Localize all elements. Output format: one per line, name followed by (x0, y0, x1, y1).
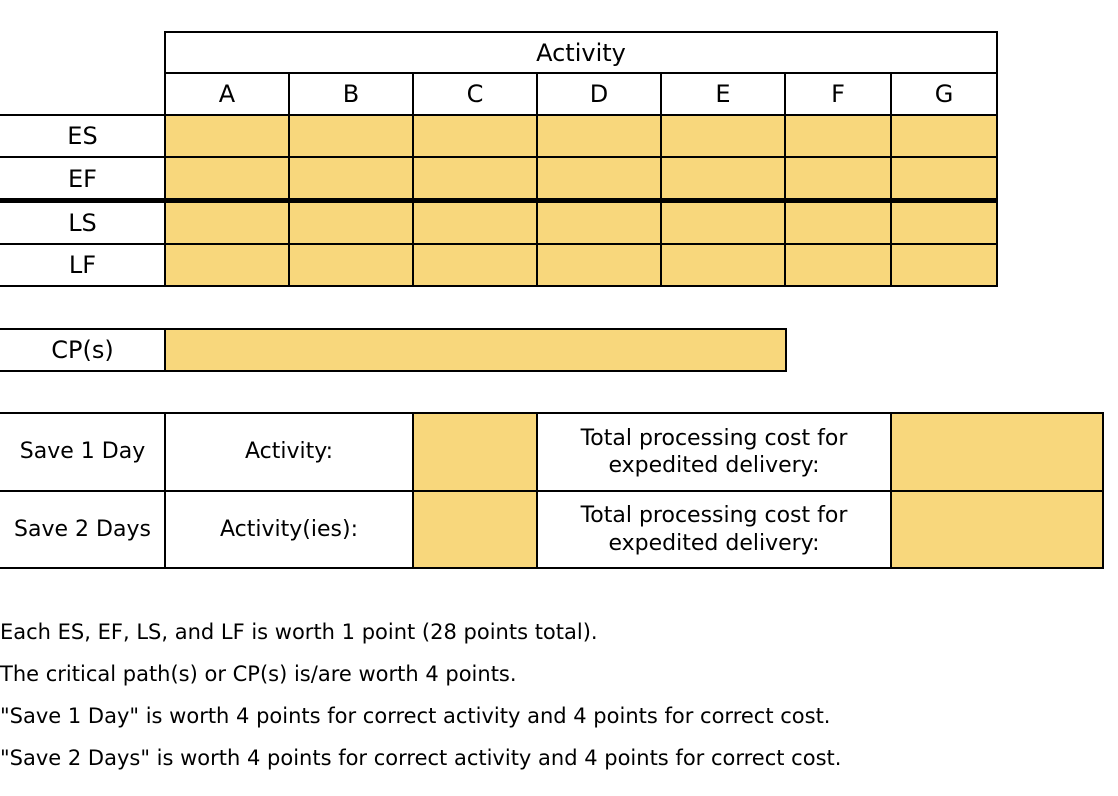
activity-header: Activity (536, 38, 626, 67)
grid-line (996, 31, 998, 287)
column-header-b: B (342, 79, 360, 108)
save-1-day-activity-input[interactable] (413, 413, 537, 491)
save-2-days-label: Save 2 Days (14, 516, 151, 542)
column-header-e: E (715, 79, 731, 108)
grid-line (890, 72, 892, 287)
save-2-days-activity-input[interactable] (413, 491, 537, 568)
row-label-ls: LS (68, 209, 97, 237)
save-2-days-activity-label: Activity(ies): (220, 516, 358, 542)
note-line: "Save 1 Day" is worth 4 points for correct activity and 4 points for correct cost. (0, 704, 831, 728)
grid-line (412, 412, 414, 569)
grid-line (164, 412, 166, 569)
column-header-g: G (934, 79, 954, 108)
grid-line (785, 328, 787, 372)
grid-line (412, 72, 414, 287)
note-line: Each ES, EF, LS, and LF is worth 1 point (28 points total). (0, 620, 598, 644)
save-1-day-activity-label: Activity: (244, 439, 334, 465)
grid-line (288, 72, 290, 287)
note-line: The critical path(s) or CP(s) is/are worth 4 points. (0, 662, 517, 686)
column-header-c: C (466, 79, 484, 108)
row-label-es: ES (67, 121, 98, 150)
grid-line (0, 370, 787, 372)
save-2-days-cost-input[interactable] (891, 491, 1104, 568)
grid-line (0, 156, 998, 158)
column-header-f: F (831, 79, 845, 108)
save-1-day-cost-input[interactable] (891, 413, 1104, 491)
critical-path-input[interactable] (165, 329, 786, 371)
grid-line (164, 31, 166, 287)
column-header-a: A (218, 79, 236, 108)
grid-line (536, 412, 538, 569)
column-header-d: D (589, 79, 609, 108)
save-1-day-label: Save 1 Day (19, 439, 146, 465)
grid-line (0, 243, 998, 245)
grid-line (660, 72, 662, 287)
save-1-day-cost-label: Total processing cost for expedited delivery: (580, 425, 848, 478)
row-label-lf: LF (68, 251, 97, 279)
save-2-days-cost-label: Total processing cost for expedited delivery: (580, 503, 848, 556)
grid-line (784, 72, 786, 287)
critical-path-label: CP(s) (51, 336, 114, 364)
grid-line (1102, 412, 1104, 569)
grid-line (890, 412, 892, 569)
grid-line (165, 31, 998, 33)
row-label-ef: EF (68, 164, 97, 193)
grid-line (164, 328, 166, 372)
grid-line (0, 285, 998, 287)
note-line: "Save 2 Days" is worth 4 points for correct activity and 4 points for correct cost. (0, 746, 842, 770)
grid-line (536, 72, 538, 287)
grid-line (0, 114, 998, 116)
grid-line-thick (0, 198, 998, 203)
grid-line (0, 328, 787, 330)
